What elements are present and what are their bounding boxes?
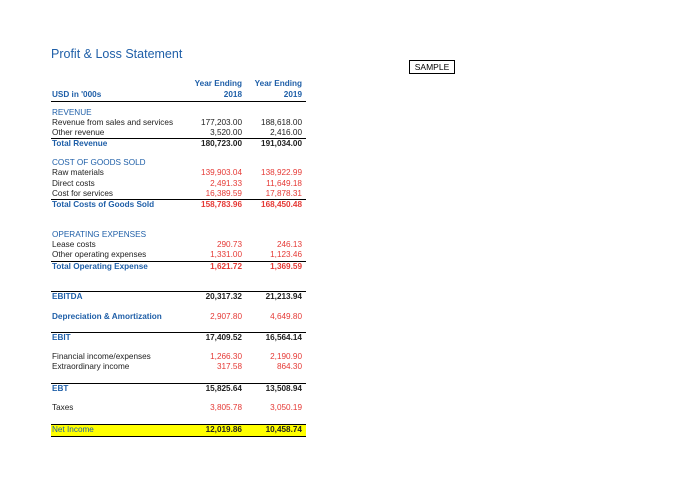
row-label: Direct costs [52, 179, 95, 188]
page-title: Profit & Loss Statement [51, 47, 183, 61]
value-2019: 168,450.48 [261, 200, 302, 209]
col-2018-header: Year Ending [194, 79, 242, 88]
table-row [51, 250, 306, 261]
value-2019: 16,564.14 [265, 333, 302, 342]
value-2018: 2,491.33 [210, 179, 242, 188]
taxes-row [51, 403, 306, 414]
total-label: Total Costs of Goods Sold [52, 200, 155, 209]
ebt-row [51, 383, 306, 395]
value-2019: 864.30 [276, 362, 302, 371]
value-2019: 11,649.18 [266, 179, 302, 188]
row-label: Financial income/expenses [52, 352, 151, 361]
value-2018: 3,805.78 [210, 403, 242, 412]
value-2019: 21,213.94 [265, 292, 302, 301]
value-2019: 1,369.59 [270, 262, 302, 271]
row-label: Other revenue [52, 128, 105, 137]
value-2018: 158,783.96 [201, 200, 242, 209]
column-header-row-2 [51, 90, 306, 102]
cogs-heading [51, 158, 306, 169]
value-2019: 13,508.94 [265, 384, 302, 393]
row-label: Net Income [52, 425, 94, 434]
value-2019: 2,416.00 [270, 128, 302, 137]
extraordinary-row [51, 362, 306, 373]
row-label: Raw materials [52, 168, 104, 177]
value-2019: 188,618.00 [261, 118, 302, 127]
table-row [51, 168, 306, 179]
row-label: EBT [52, 384, 69, 393]
total-label: Total Revenue [52, 139, 108, 148]
da-row [51, 312, 306, 323]
value-2019: 2,190.90 [270, 352, 302, 361]
value-2018: 20,317.32 [205, 292, 242, 301]
value-2018: 12,019.86 [205, 425, 242, 434]
total-row [51, 261, 306, 273]
row-label: Lease costs [52, 240, 96, 249]
total-label: Total Operating Expense [52, 262, 148, 271]
table-row [51, 118, 306, 129]
net-income-row [51, 424, 306, 437]
column-header-row-1 [51, 79, 306, 90]
value-2019: 191,034.00 [261, 139, 302, 148]
value-2018: 139,903.04 [201, 168, 242, 177]
value-2018: 3,520.00 [210, 128, 242, 137]
financial-row [51, 352, 306, 363]
row-label: EBIT [52, 333, 71, 342]
value-2019: 138,922.99 [261, 168, 302, 177]
value-2018: 1,331.00 [210, 250, 242, 259]
col-2019-header: Year Ending [254, 79, 302, 88]
value-2019: 4,649.80 [270, 312, 302, 321]
value-2018: 290.73 [216, 240, 242, 249]
value-2019: 10,458.74 [265, 425, 302, 434]
value-2018: 2,907.80 [210, 312, 242, 321]
row-label: Revenue from sales and services [52, 118, 174, 127]
section-heading: REVENUE [52, 108, 92, 117]
table-row [51, 128, 306, 139]
table-row [51, 179, 306, 190]
section-heading: OPERATING EXPENSES [52, 230, 147, 239]
table-row [51, 240, 306, 251]
row-label: Other operating expenses [52, 250, 147, 259]
value-2018: 15,825.64 [205, 384, 242, 393]
value-2018: 180,723.00 [201, 139, 242, 148]
row-label: Depreciation & Amortization [52, 312, 162, 321]
revenue-heading [51, 108, 306, 119]
row-label: Extraordinary income [52, 362, 130, 371]
total-row [51, 199, 306, 211]
row-label: Taxes [52, 403, 74, 412]
value-2018: 317.58 [216, 362, 242, 371]
ebit-row [51, 332, 306, 344]
col-2019-year: 2019 [283, 90, 302, 99]
row-label: EBITDA [52, 292, 83, 301]
ebitda-row [51, 291, 306, 303]
row-label: Cost for services [52, 189, 113, 198]
table-row [51, 189, 306, 200]
value-2018: 16,389.59 [205, 189, 242, 198]
value-2018: 1,266.30 [210, 352, 242, 361]
currency-label: USD in '000s [52, 90, 102, 99]
value-2019: 17,878.31 [265, 189, 302, 198]
section-heading: COST OF GOODS SOLD [52, 158, 146, 167]
value-2019: 1,123.46 [270, 250, 302, 259]
value-2019: 3,050.19 [270, 403, 302, 412]
opex-heading [51, 230, 306, 241]
col-2018-year: 2018 [223, 90, 242, 99]
value-2018: 1,621.72 [210, 262, 242, 271]
total-row [51, 138, 306, 150]
value-2019: 246.13 [276, 240, 302, 249]
value-2018: 177,203.00 [201, 118, 242, 127]
sample-badge: SAMPLE [409, 60, 455, 74]
value-2018: 17,409.52 [205, 333, 242, 342]
